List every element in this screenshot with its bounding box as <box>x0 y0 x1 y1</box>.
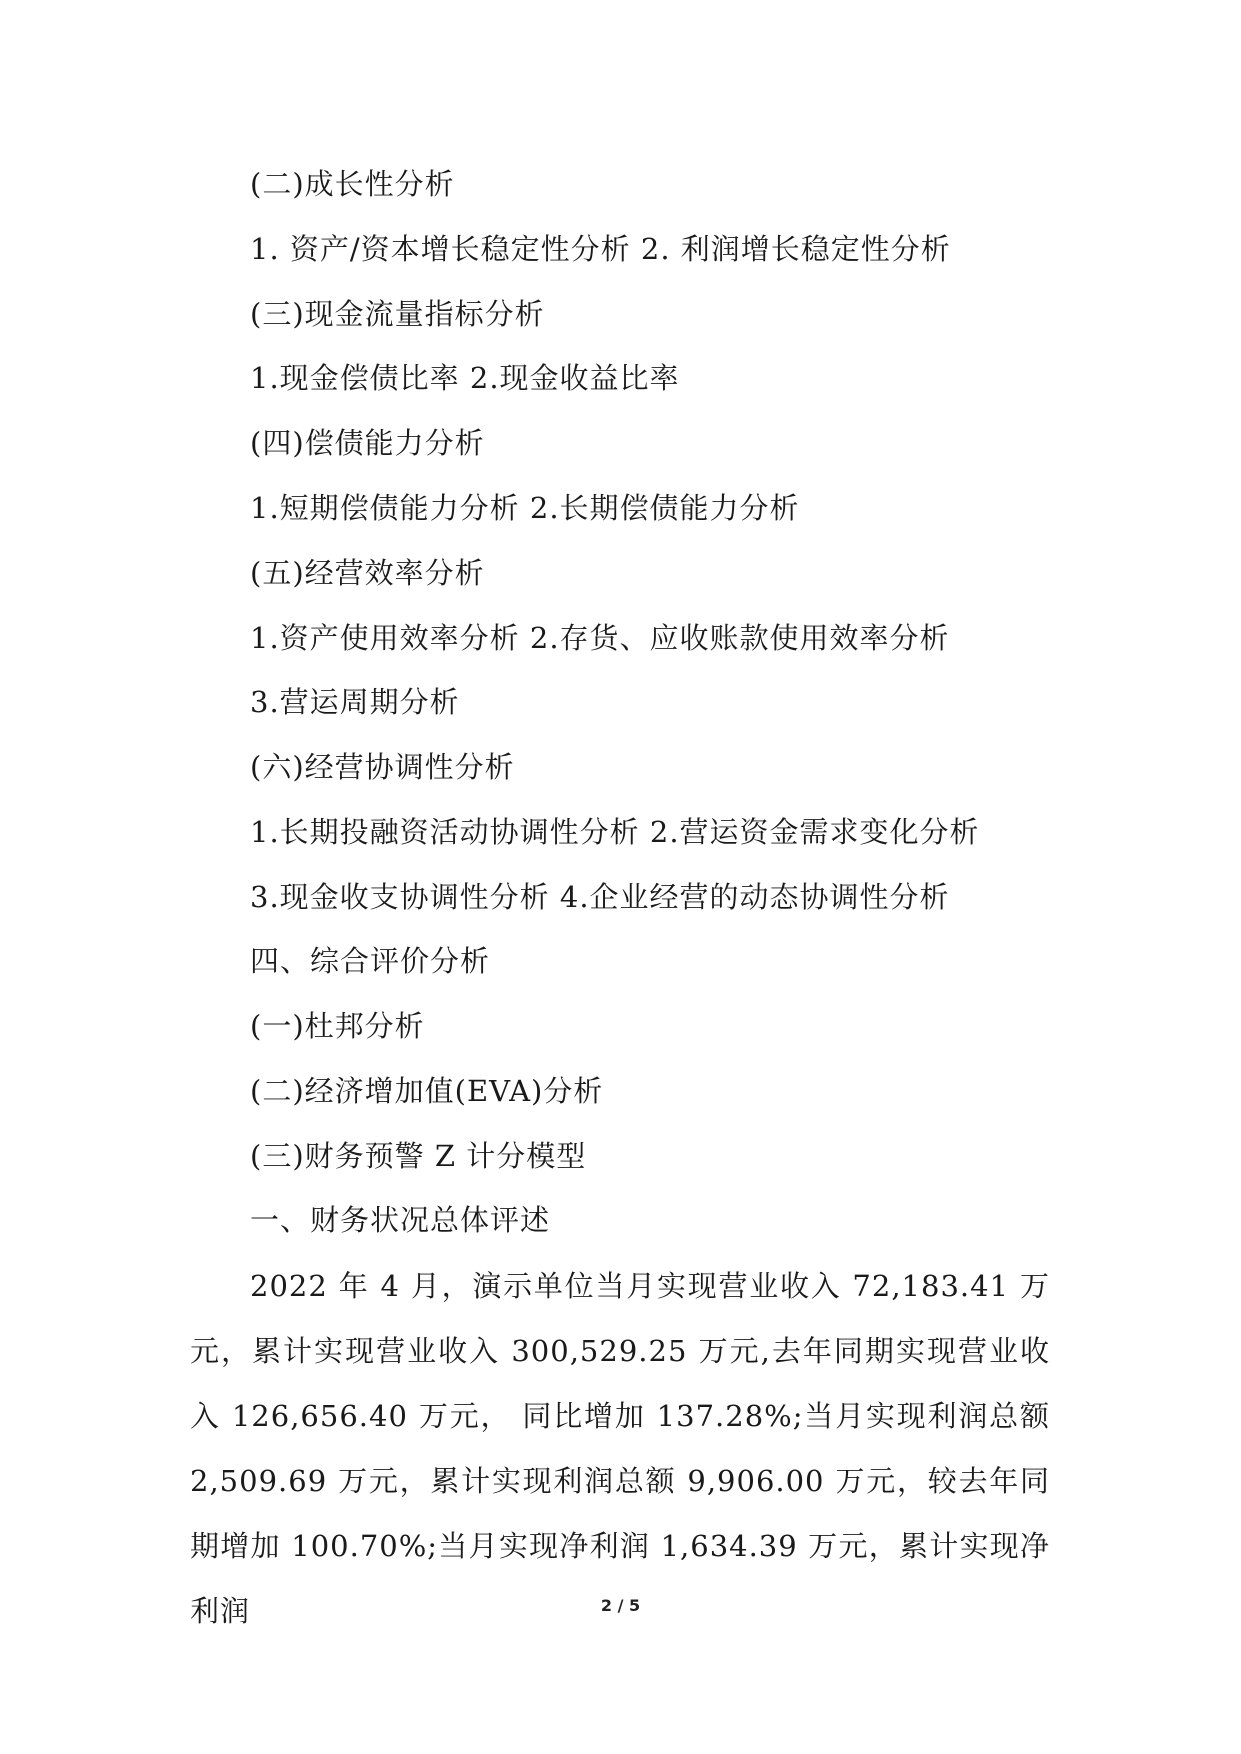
heading-solvency-analysis: (四)偿债能力分析 <box>250 426 485 460</box>
list-line-cashflow: 1.现金偿债比率 2.现金收益比率 <box>250 361 680 395</box>
list-line-coordination-1: 1.长期投融资活动协调性分析 2.营运资金需求变化分析 <box>250 815 980 849</box>
list-line-operating-cycle: 3.营运周期分析 <box>250 685 460 719</box>
list-line-solvency: 1.短期偿债能力分析 2.长期偿债能力分析 <box>250 491 800 525</box>
overview-paragraph <box>190 1254 1050 1644</box>
list-line-efficiency: 1.资产使用效率分析 2.存货、应收账款使用效率分析 <box>250 621 950 655</box>
overview-paragraph-text: 2022 年 4 月，演示单位当月实现营业收入 72,183.41 万元，累计实现营业收入 300,529.25 万元,去年同期实现营业收入 126,656.40 万元， 同比增加 137.28%;当月实现利润总额 2,509.69 万元，累计实现利润总额 9,906.00 万元，较去年同期增加 100.70%;当月实现净利润 1,634.39 万元，累计实现净利润 <box>190 1269 1050 1628</box>
heading-financial-overview: 一、财务状况总体评述 <box>250 1203 551 1237</box>
heading-cashflow-analysis: (三)现金流量指标分析 <box>250 297 545 331</box>
heading-eva-analysis: (二)经济增加值(EVA)分析 <box>250 1074 604 1108</box>
heading-coordination-analysis: (六)经营协调性分析 <box>250 750 515 784</box>
list-line-coordination-2: 3.现金收支协调性分析 4.企业经营的动态协调性分析 <box>250 880 950 914</box>
heading-comprehensive-evaluation: 四、综合评价分析 <box>250 944 491 978</box>
heading-z-score-model: (三)财务预警 Z 计分模型 <box>250 1139 587 1173</box>
heading-efficiency-analysis: (五)经营效率分析 <box>250 556 485 590</box>
heading-dupont-analysis: (一)杜邦分析 <box>250 1009 425 1043</box>
heading-growth-analysis: (二)成长性分析 <box>250 167 455 201</box>
list-line-growth: 1. 资产/资本增长稳定性分析 2. 利润增长稳定性分析 <box>250 232 951 266</box>
page-number: 2 / 5 <box>600 1596 641 1615</box>
